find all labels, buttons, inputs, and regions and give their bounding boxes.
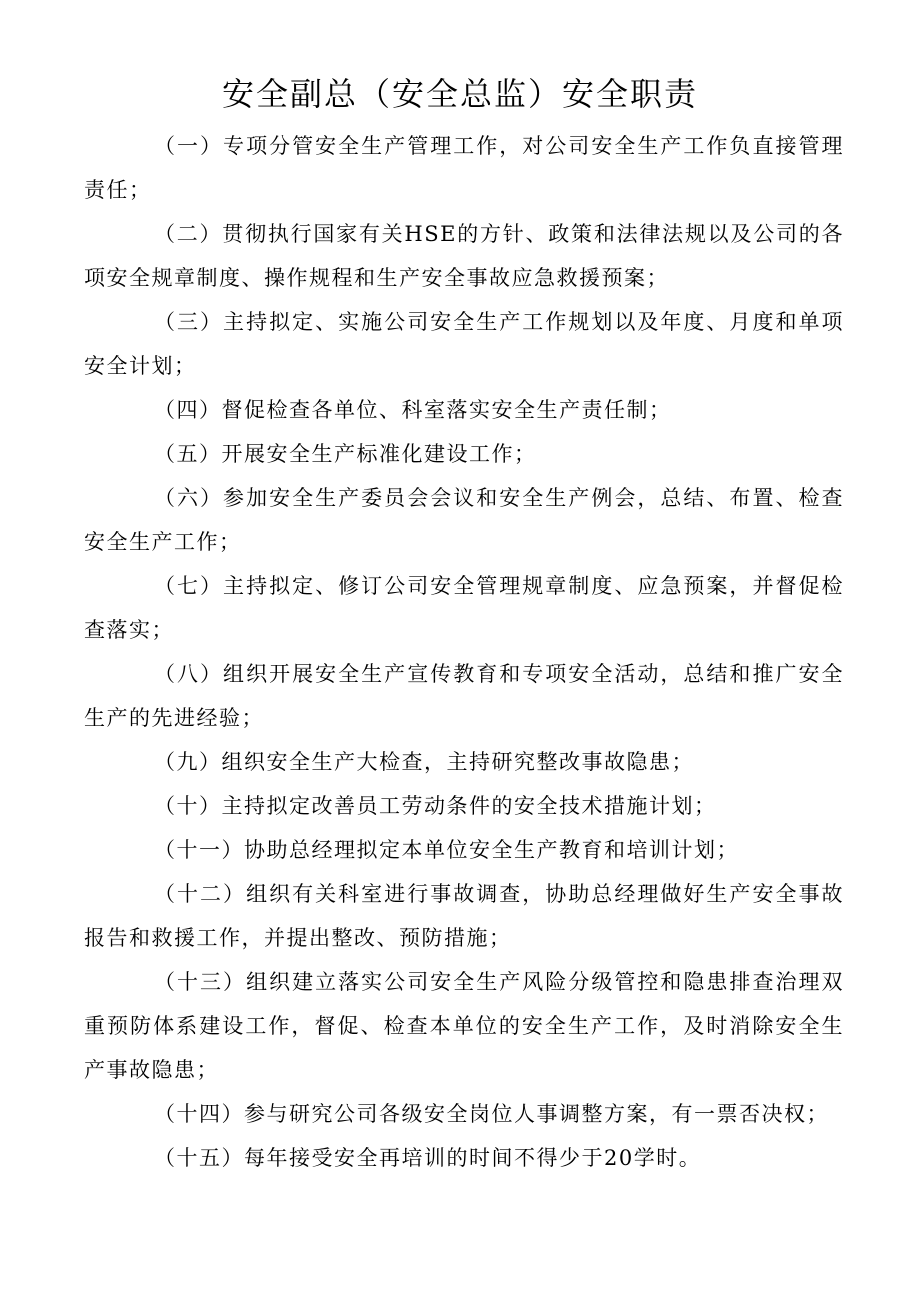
duty-item-7: （七）主持拟定、修订公司安全管理规章制度、应急预案，并督促检查落实；: [84, 574, 844, 642]
duty-item-5: （五）开展安全生产标准化建设工作；: [154, 442, 537, 466]
duty-item-9: （九）组织安全生产大检查，主持研究整改事故隐患；: [154, 750, 694, 774]
duty-item-12: （十二）组织有关科室进行事故调查，协助总经理做好生产安全事故报告和救援工作，并提出整改、预防措施；: [84, 882, 844, 950]
duty-item-1: （一）专项分管安全生产管理工作，对公司安全生产工作负直接管理责任；: [84, 134, 844, 202]
duty-item-2: （二）贯彻执行国家有关HSE的方针、政策和法律法规以及公司的各项安全规章制度、操作规程和生产安全事故应急救援预案；: [84, 222, 844, 290]
duty-item-15: （十五）每年接受安全再培训的时间不得少于20学时。: [154, 1146, 702, 1170]
duty-item-4: （四）督促检查各单位、科室落实安全生产责任制；: [154, 398, 672, 422]
duty-item-10: （十）主持拟定改善员工劳动条件的安全技术措施计划；: [154, 794, 717, 818]
document-title: 安全副总（安全总监）安全职责: [221, 75, 698, 113]
duty-item-14: （十四）参与研究公司各级安全岗位人事调整方案，有一票否决权；: [154, 1102, 829, 1126]
duty-item-8: （八）组织开展安全生产宣传教育和专项安全活动，总结和推广安全生产的先进经验；: [84, 662, 844, 730]
duty-item-6: （六）参加安全生产委员会会议和安全生产例会，总结、布置、检查安全生产工作；: [84, 486, 844, 554]
duty-item-13: （十三）组织建立落实公司安全生产风险分级管控和隐患排查治理双重预防体系建设工作，督促、检查本单位的安全生产工作，及时消除安全生产事故隐患；: [84, 970, 844, 1082]
duty-item-3: （三）主持拟定、实施公司安全生产工作规划以及年度、月度和单项安全计划；: [84, 310, 844, 378]
document-body: [84, 124, 844, 1180]
duty-item-11: （十一）协助总经理拟定本单位安全生产教育和培训计划；: [154, 838, 739, 862]
